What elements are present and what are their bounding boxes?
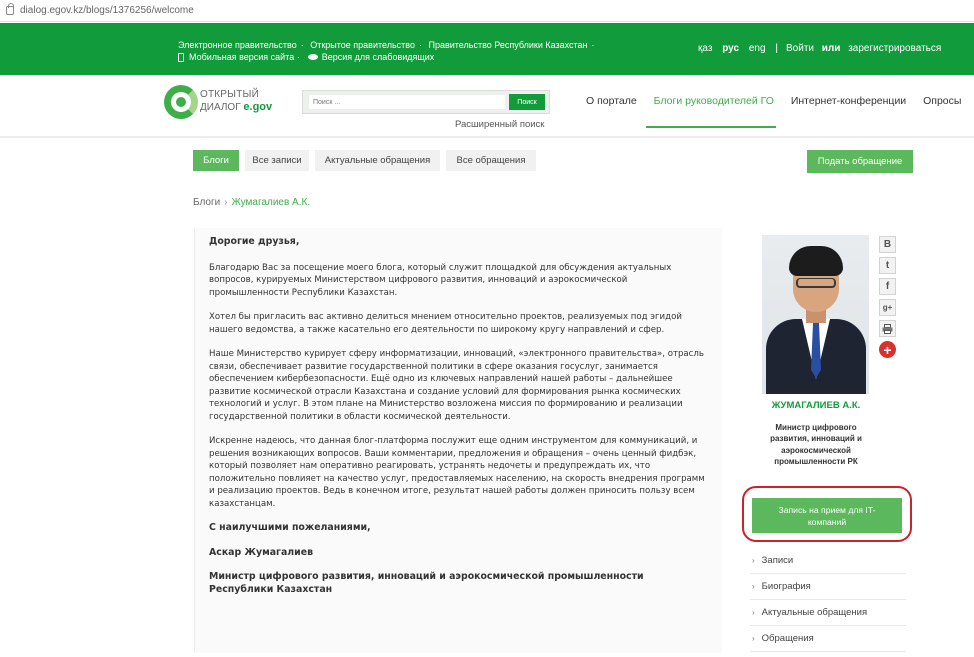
facebook-share-icon[interactable]: f	[879, 278, 896, 295]
eye-icon	[308, 54, 318, 60]
sidebar-item-label: Биография	[761, 581, 811, 592]
post-paragraph: Искренне надеюсь, что данная блог-платформа послужит еще одним инструментом для коммуникаций, и решения возникающих вопросов. Ваши комментарии, предложения и обращения – очень ценный фидбэк, который позволяет нам оперативно реагировать, устранять недочеты и предупреждать их, что положительно повлияет на качество услуг, предоставляемых населению, на скорость внедрения программ и реализацию проектов. Ведь в конечном итоге, результат нашей работы должен приносить пользу всем казахстанцам.	[209, 436, 705, 509]
logo-line2	[200, 101, 272, 113]
link-egov[interactable]: Электронное правительство	[178, 40, 297, 50]
post-paragraph: Хотел бы пригласить вас активно делиться мнением относительно проектов, реализуемых под эгидой нашего ведомства, а также касательно его деятельности по широкому кругу направлений и сфер.	[209, 312, 682, 335]
post-author-position: Министр цифрового развития, инноваций и аэрокосмической промышленности Республики Казахстан	[209, 571, 644, 595]
search-input[interactable]	[309, 95, 505, 109]
separator-dot: ·	[300, 40, 304, 50]
mobile-version-link[interactable]: Мобильная версия сайта	[189, 52, 295, 62]
logo-egov: e.gov	[243, 101, 273, 113]
chevron-right-icon: ›	[752, 556, 755, 565]
link-gov-rk[interactable]: Правительство Республики Казахстан	[428, 40, 588, 50]
url-text[interactable]: dialog.egov.kz/blogs/1376256/welcome	[20, 5, 194, 16]
chevron-right-icon: ›	[752, 608, 755, 617]
breadcrumb-root[interactable]: Блоги	[193, 197, 221, 208]
separator-dot: ·	[294, 52, 300, 62]
post-paragraph: Наше Министерство курирует сферу информатизации, инноваций, «электронного правительства», отрасль связи, обеспечивает развитие государственной политики в сфере оказания госуслуг, занимается обеспечением кибербезопасности. Ещё одно из ключевых направлений нашей работы – дальнейшее развитие космической отрасли Казахстана и создание условий для формирования рынка космических технологий и услуг. В этом плане на Министерство возложена миссия по формированию и реализации государственной политики в области космической деятельности.	[209, 349, 704, 422]
tab-blogs[interactable]: Блоги	[193, 150, 239, 171]
logo-mark-icon	[164, 85, 198, 119]
address-bar[interactable]	[0, 0, 974, 22]
or-text: или	[821, 43, 841, 54]
sidebar-item-actual-appeals[interactable]	[750, 600, 906, 626]
top-bar	[0, 23, 974, 75]
print-icon[interactable]	[879, 320, 896, 337]
author-name: ЖУМАГАЛИЕВ А.К.	[771, 400, 861, 411]
lang-en[interactable]: eng	[748, 43, 766, 54]
login-link[interactable]: Войти	[786, 43, 814, 54]
share-buttons	[879, 236, 899, 358]
nav-active-underline	[646, 126, 776, 128]
post-author: Аскар Жумагалиев	[209, 546, 314, 558]
google-plus-share-icon[interactable]: g+	[879, 299, 896, 316]
post-paragraph: Благодарю Вас за посещение моего блога, который служит площадкой для обсуждения актуальных вопросов, курируемых Министерством цифрового развития, инноваций и аэрокосмической промышленности Республики Казахстан.	[209, 262, 672, 298]
lang-ru[interactable]: рус	[722, 43, 740, 54]
chevron-right-icon: ›	[752, 582, 755, 591]
breadcrumb-separator: ›	[224, 197, 228, 208]
photo-hair	[789, 246, 843, 276]
search-box	[302, 90, 550, 114]
sidebar-item-label: Записи	[761, 555, 794, 566]
vk-share-icon[interactable]: В	[879, 236, 896, 253]
accessibility-links	[178, 52, 434, 62]
sidebar-item-biography[interactable]	[750, 574, 906, 600]
site-header	[0, 75, 974, 137]
author-role: Министр цифрового развития, инноваций и аэрокосмической промышленности РК	[770, 423, 862, 466]
sidebar-item-label: Обращения	[761, 633, 814, 644]
post-greeting: Дорогие друзья,	[209, 236, 300, 247]
post-closing: С наилучшими пожеланиями,	[209, 522, 371, 533]
separator-dot: ·	[418, 40, 422, 50]
twitter-share-icon[interactable]: t	[879, 257, 896, 274]
appointment-button[interactable]: Запись на прием для IT-компаний	[752, 498, 902, 533]
sidebar-menu	[750, 548, 906, 652]
tabs-bar	[193, 150, 913, 172]
post-body	[209, 236, 709, 596]
header-divider	[0, 136, 974, 138]
breadcrumb	[193, 197, 310, 208]
sidebar-item-posts[interactable]	[750, 548, 906, 574]
logo-dialog: ДИАЛОГ	[200, 102, 241, 113]
nav-about[interactable]: О портале	[586, 95, 637, 107]
divider: |	[775, 43, 778, 54]
tab-all-appeals[interactable]: Все обращения	[446, 150, 536, 171]
sidebar-item-label: Актуальные обращения	[761, 607, 868, 618]
nav-polls[interactable]: Опросы	[923, 95, 962, 107]
blog-post	[194, 228, 722, 653]
tab-all-posts[interactable]: Все записи	[245, 150, 309, 171]
tab-actual-appeals[interactable]: Актуальные обращения	[315, 150, 440, 171]
author-photo	[762, 235, 869, 394]
low-vision-link[interactable]: Версия для слабовидящих	[321, 52, 435, 62]
auth-links	[786, 43, 941, 54]
search-button[interactable]: Поиск	[509, 94, 545, 110]
main-nav	[586, 95, 974, 107]
language-switcher	[698, 43, 785, 54]
mobile-icon	[178, 53, 184, 62]
submit-appeal-button[interactable]: Подать обращение	[807, 150, 913, 173]
register-link[interactable]: зарегистрироваться	[848, 43, 942, 54]
link-open-gov[interactable]: Открытое правительство	[310, 40, 415, 50]
logo-line1: ОТКРЫТЫЙ	[200, 89, 259, 100]
sidebar-item-appeals[interactable]	[750, 626, 906, 652]
nav-conferences[interactable]: Интернет-конференции	[790, 95, 907, 107]
lock-icon	[6, 6, 14, 15]
site-logo[interactable]	[164, 85, 284, 123]
gov-links	[178, 40, 599, 50]
advanced-search-link[interactable]: Расширенный поиск	[455, 119, 545, 130]
breadcrumb-current[interactable]: Жумагалиев А.К.	[231, 197, 311, 208]
lang-kz[interactable]: қаз	[698, 43, 713, 54]
separator-dot: ·	[591, 40, 595, 50]
more-share-icon[interactable]: +	[879, 341, 896, 358]
printer-glyph	[882, 324, 893, 334]
nav-blogs[interactable]: Блоги руководителей ГО	[653, 95, 774, 107]
author-sidebar	[742, 228, 914, 653]
photo-glasses	[796, 278, 836, 288]
chevron-right-icon: ›	[752, 634, 755, 643]
